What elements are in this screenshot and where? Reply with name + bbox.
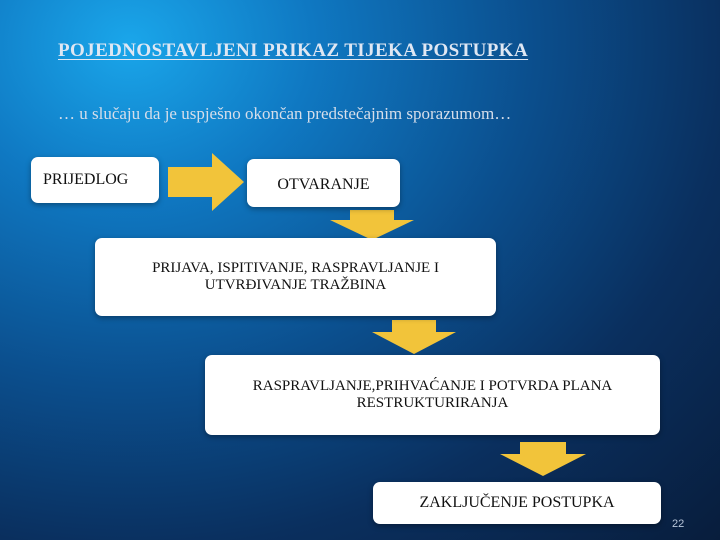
arrow-down-icon — [372, 320, 456, 354]
step-label-line: UTVRĐIVANJE TRAŽBINA — [204, 277, 387, 293]
step-label-line: RASPRAVLJANJE,PRIHVAĆANJE I POTVRDA PLANA — [252, 377, 613, 394]
page-number: 22 — [672, 518, 685, 530]
step-label: ZAKLJUČENJE POSTUPKA — [419, 493, 615, 511]
slide-subtitle: … u slučaju da je uspješno okončan predstečajnim sporazumom… — [58, 104, 512, 123]
slide-title: POJEDNOSTAVLJENI PRIKAZ TIJEKA POSTUPKA — [58, 40, 529, 61]
arrow-right-icon — [168, 153, 244, 211]
step-prijava-box — [95, 238, 496, 316]
step-raspravljanje-box — [205, 355, 660, 435]
arrow-down-icon — [500, 442, 586, 476]
step-otvaranje-box — [247, 159, 400, 207]
step-prijedlog-box — [31, 157, 159, 203]
step-label: OTVARANJE — [277, 175, 370, 193]
step-label: PRIJEDLOG — [43, 171, 129, 188]
arrow-down-icon — [330, 210, 414, 240]
step-zakljucenje-box — [373, 482, 661, 524]
step-label-line: PRIJAVA, ISPITIVANJE, RASPRAVLJANJE I — [152, 259, 439, 276]
step-label-line: RESTRUKTURIRANJA — [356, 395, 509, 411]
